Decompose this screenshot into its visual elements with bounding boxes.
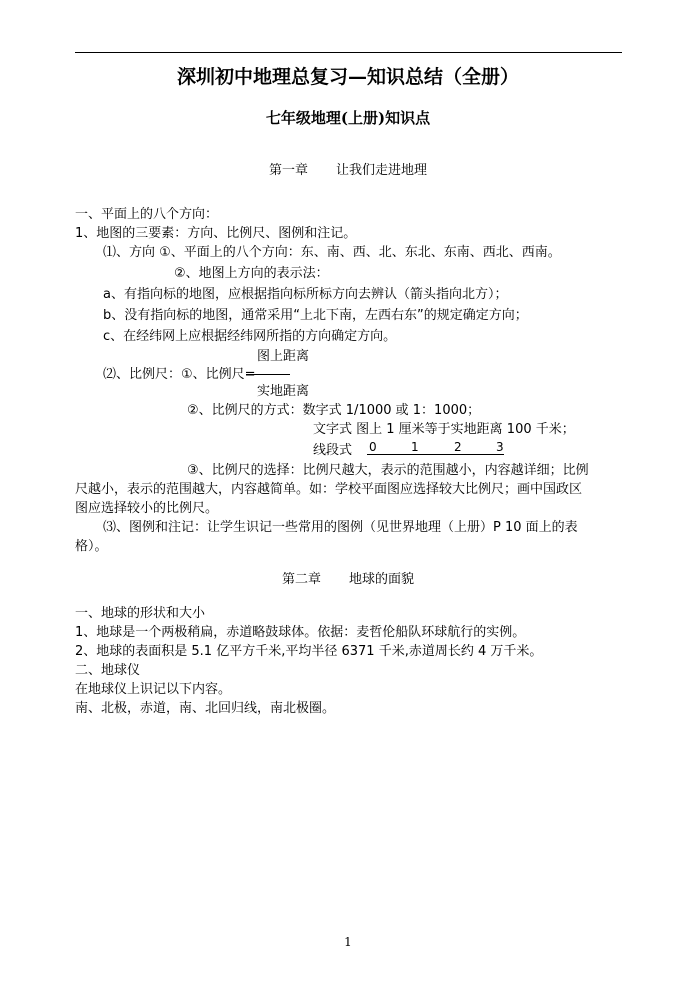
paragraph-line: 图应选择较小的比例尺。	[75, 501, 219, 516]
paragraph-line: ⑶、图例和注记：让学生识记一些常用的图例（见世界地理（上册）P 10 面上的表	[103, 520, 578, 535]
chapter-1-heading	[0, 161, 696, 180]
paragraph-line: b、没有指向标的地图，通常采用“上北下南，左西右东”的规定确定方向；	[103, 308, 528, 323]
chapter-2-heading	[0, 570, 696, 589]
scale-definition: ⑵、比例尺：①、比例尺=	[103, 367, 256, 382]
scale-tick-label: 2	[454, 440, 462, 454]
chapter-2-name: 地球的面貌	[349, 572, 415, 587]
section-heading: 一、地球的形状和大小	[75, 606, 206, 621]
section-heading: 二、地球仪	[75, 663, 141, 678]
chapter-1-name: 让我们走进地理	[336, 163, 428, 178]
paragraph-line: 1、地图的三要素：方向、比例尺、图例和注记。	[75, 226, 357, 241]
section-heading: 一、平面上的八个方向：	[75, 207, 219, 222]
chapter-1-label: 第一章	[268, 163, 308, 178]
scale-tick-label: 0	[369, 440, 377, 454]
paragraph-line: ②、比例尺的方式：数字式 1/1000 或 1：1000；	[187, 403, 481, 418]
paragraph-line: 格）。	[75, 539, 108, 554]
paragraph-line: a、有指向标的地图，应根据指向标所标方向去辨认（箭头指向北方）；	[103, 287, 508, 302]
scale-tick-label: 1	[411, 440, 419, 454]
paragraph-line: ②、地图上方向的表示法：	[174, 266, 329, 281]
scale-tick-label: 3	[496, 440, 504, 454]
line-scale-bar	[367, 454, 504, 455]
paragraph-line: 1、地球是一个两极稍扁，赤道略鼓球体。依据：麦哲伦船队环球航行的实例。	[75, 625, 526, 640]
document-subtitle: 七年级地理(上册)知识点	[265, 109, 431, 127]
fraction-bar	[246, 374, 290, 375]
header-rule	[75, 52, 622, 53]
chapter-2-label: 第二章	[281, 572, 321, 587]
paragraph-line: 2、地球的表面积是 5.1 亿平方千米,平均半径 6371 千米,赤道周长约 4 万千米。	[75, 644, 543, 659]
document-title: 深圳初中地理总复习—知识总结（全册）	[176, 66, 519, 88]
paragraph-line: 文字式 图上 1 厘米等于实地距离 100 千米；	[313, 422, 575, 437]
paragraph-line: 南、北极，赤道，南、北回归线，南北极圈。	[75, 701, 336, 716]
fraction-denominator: 实地距离	[257, 384, 310, 399]
paragraph-line: c、在经纬网上应根据经纬网所指的方向确定方向。	[103, 329, 397, 344]
paragraph-line: ⑴、方向 ①、平面上的八个方向：东、南、西、北、东北、东南、西北、西南。	[103, 245, 561, 260]
fraction-numerator: 图上距离	[257, 349, 310, 364]
page-number: 1	[344, 935, 352, 949]
paragraph-line: ③、比例尺的选择：比例尺越大，表示的范围越小，内容越详细；比例	[187, 463, 589, 478]
paragraph-line: 尺越小，表示的范围越大，内容越简单。如：学校平面图应选择较大比例尺；画中国政区	[75, 482, 583, 497]
paragraph-line: 线段式	[313, 443, 353, 458]
paragraph-line: 在地球仪上识记以下内容。	[75, 682, 232, 697]
